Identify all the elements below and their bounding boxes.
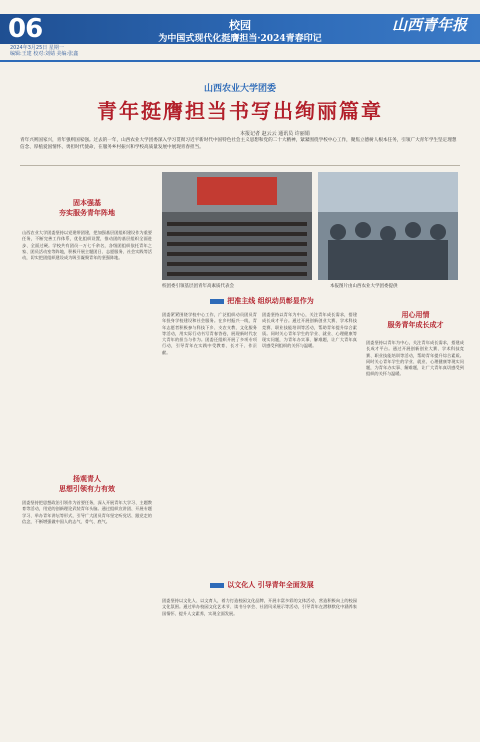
body-column-1: 山西农业大学团委坚持以党建带团建，把加强基层团组织建设作为重要任务，不断完善工作体系，优化组织设置，推动团的基层组织全面进步、全面过硬。学校共有团员一万七千余名，各级团组织依托青年之家、团员活动室等阵地，积极开展主题团日、志愿服务、社会实践等活动，切实把团组织建设成为吸引凝聚青年的坚强阵地。	[22, 230, 152, 261]
section-name: 校园	[229, 19, 251, 32]
section-title: 用心用情	[401, 311, 430, 319]
article-byline: 本报记者 赵云云 通讯员 许丽娟	[240, 131, 310, 137]
issue-meta	[10, 45, 130, 57]
body-column-6: 团委坚持以青年为中心，关注青年成长需求，搭建成长成才平台。通过开展创新创业大赛、学术科技竞赛、职业技能培训等活动，帮助青年提升综合素质。同时关心青年学生的学业、就业、心理健康等现实问题，为青年办实事、解难题，让广大青年真切感受到组织的关怀与温暖。	[366, 340, 464, 377]
section-title: 以文化人 引导青年全面发展	[227, 581, 314, 589]
photo-students	[318, 172, 458, 280]
newspaper-logo: 山西青年报	[392, 16, 468, 34]
section-subtitle: 夯实服务青年阵地	[59, 209, 115, 217]
section-title: 扬观青人	[73, 475, 101, 483]
body-column-3: 团委紧紧围绕学校中心工作，广泛组织动员团员青年投身学校建设和社会服务。在乡村振兴一线，青年志愿者积极参与科技下乡、支农支教、文化服务等活动，用实际行动书写青春答卷，展现新时代农大青年的担当与作为。团委还组织开展了多项专项行动，引导青年在实践中受教育、长才干、作贡献。	[162, 312, 257, 355]
body-column-4: 团委坚持以青年为中心，关注青年成长需求，搭建成长成才平台。通过开展创新创业大赛、学术科技竞赛、职业技能培训等活动，帮助青年提升综合素质。同时关心青年学生的学业、就业、心理健康等现实问题，为青年办实事、解难题，让广大青年真切感受到组织的关怀与温暖。	[262, 312, 357, 349]
photo-caption-right: 本报图片由山西农业大学团委提供	[330, 284, 398, 289]
article-title: 青年挺膺担当书写出绚丽篇章	[97, 99, 383, 123]
section-head-2	[22, 474, 152, 494]
page-number: 06	[8, 14, 43, 44]
body-column-5: 团委坚持以文化人、以文育人，着力打造校园文化品牌，开展丰富多彩的文体活动，营造积极向上的校园文化氛围。通过举办校园文化艺术节、读书分享会、社团风采展示等活动，引导青年在潜移默化中涵养家国情怀、提升人文素养，实现全面发展。	[162, 598, 357, 616]
header-slogan: 为中国式现代化挺膺担当·2024青春印记	[158, 34, 322, 44]
section-head-1	[22, 198, 152, 218]
body-column-2: 团委坚持把思想政治引领作为首要任务，深入开展青年大学习、主题教育等活动，用党的创新理论武装青年头脑。通过组织宣讲团、开展专题学习、举办青年讲坛等形式，引导广大团员青年坚定听党话、跟党走的信念，不断增强做中国人的志气、骨气、底气。	[22, 500, 152, 524]
section-head-5	[162, 580, 362, 590]
section-bar-icon	[210, 583, 224, 588]
section-title: 把准主线 组织动员彰显作为	[227, 297, 314, 305]
article-kicker: 山西农业大学团委	[203, 84, 276, 94]
section-title: 固本强基	[73, 199, 101, 207]
issue-editors: 编辑:王建 校对:刘婧 美编:张鑫	[10, 51, 79, 57]
section-subtitle: 思想引领有力有效	[59, 485, 115, 493]
photo-auditorium	[162, 172, 312, 280]
issue-date: 2024年3月25日 星期一	[10, 45, 64, 51]
photo-caption-left: 校团委引领基层团青年高素质代表会	[162, 284, 234, 289]
section-head-3	[162, 296, 362, 306]
section-subtitle: 服务青年成长成才	[387, 321, 444, 329]
auditorium-image	[162, 172, 312, 280]
header-rule	[0, 60, 480, 62]
lede-rule	[20, 165, 460, 166]
article-lede: 青年兴则国家兴，青年强则国家强。过去的一年，山西农业大学团委深入学习贯彻习近平新时代中国特色社会主义思想和党的二十大精神，紧紧围绕学校中心工作，聚焦立德树人根本任务，引领广大青年学生坚定理想信念、厚植爱国情怀、勇担时代使命，在服务乡村振兴和学校高质量发展中展现青春担当。	[20, 138, 457, 150]
section-bar-icon	[210, 299, 224, 304]
section-head-4	[368, 310, 463, 330]
students-image	[318, 172, 458, 280]
